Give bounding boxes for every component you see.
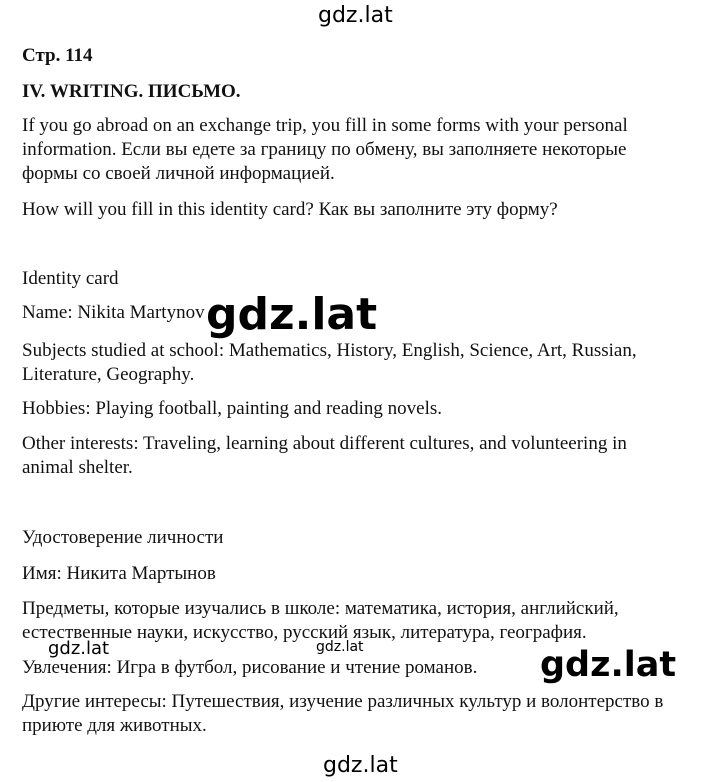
watermark-top: gdz.lat [318, 3, 393, 28]
intro-paragraph: If you go abroad on an exchange trip, you fill in some forms with your personal information. Если вы едете за границу по обмену, вы заполняете некоторые формы со своей личной информацией. [22, 115, 633, 184]
russian-hobbies-line: Увлечения: Игра в футбол, рисование и чтение романов. [22, 657, 478, 678]
watermark-small-mid: gdz.lat [316, 639, 364, 655]
english-interests-line: Other interests: Traveling, learning about different cultures, and volunteering in animal shelter. [22, 433, 632, 478]
russian-name-line: Имя: Никита Мартынов [22, 563, 216, 584]
watermark-right: gdz.lat [540, 645, 677, 685]
russian-interests-line: Другие интересы: Путешествия, изучение различных культур и волонтерство в приюте для животных. [22, 691, 669, 736]
task-question: How will you fill in this identity card? Как вы заполните эту форму? [22, 199, 558, 220]
watermark-bottom: gdz.lat [323, 753, 398, 778]
english-name-line: Name: Nikita Martynov [22, 302, 205, 323]
page-reference: Стр. 114 [22, 45, 93, 66]
russian-subjects-line: Предметы, которые изучались в школе: математика, история, английский, естественные науки, искусство, русский язык, литература, география. [22, 598, 624, 643]
english-card-title: Identity card [22, 268, 119, 289]
english-subjects-line: Subjects studied at school: Mathematics, History, English, Science, Art, Russian, Literature, Geography. [22, 340, 642, 385]
english-hobbies-line: Hobbies: Playing football, painting and reading novels. [22, 398, 443, 419]
watermark-center: gdz.lat [206, 289, 378, 340]
russian-card-title: Удостоверение личности [22, 527, 224, 548]
watermark-small-left: gdz.lat [48, 638, 110, 659]
section-heading: IV. WRITING. ПИСЬМО. [22, 81, 241, 102]
